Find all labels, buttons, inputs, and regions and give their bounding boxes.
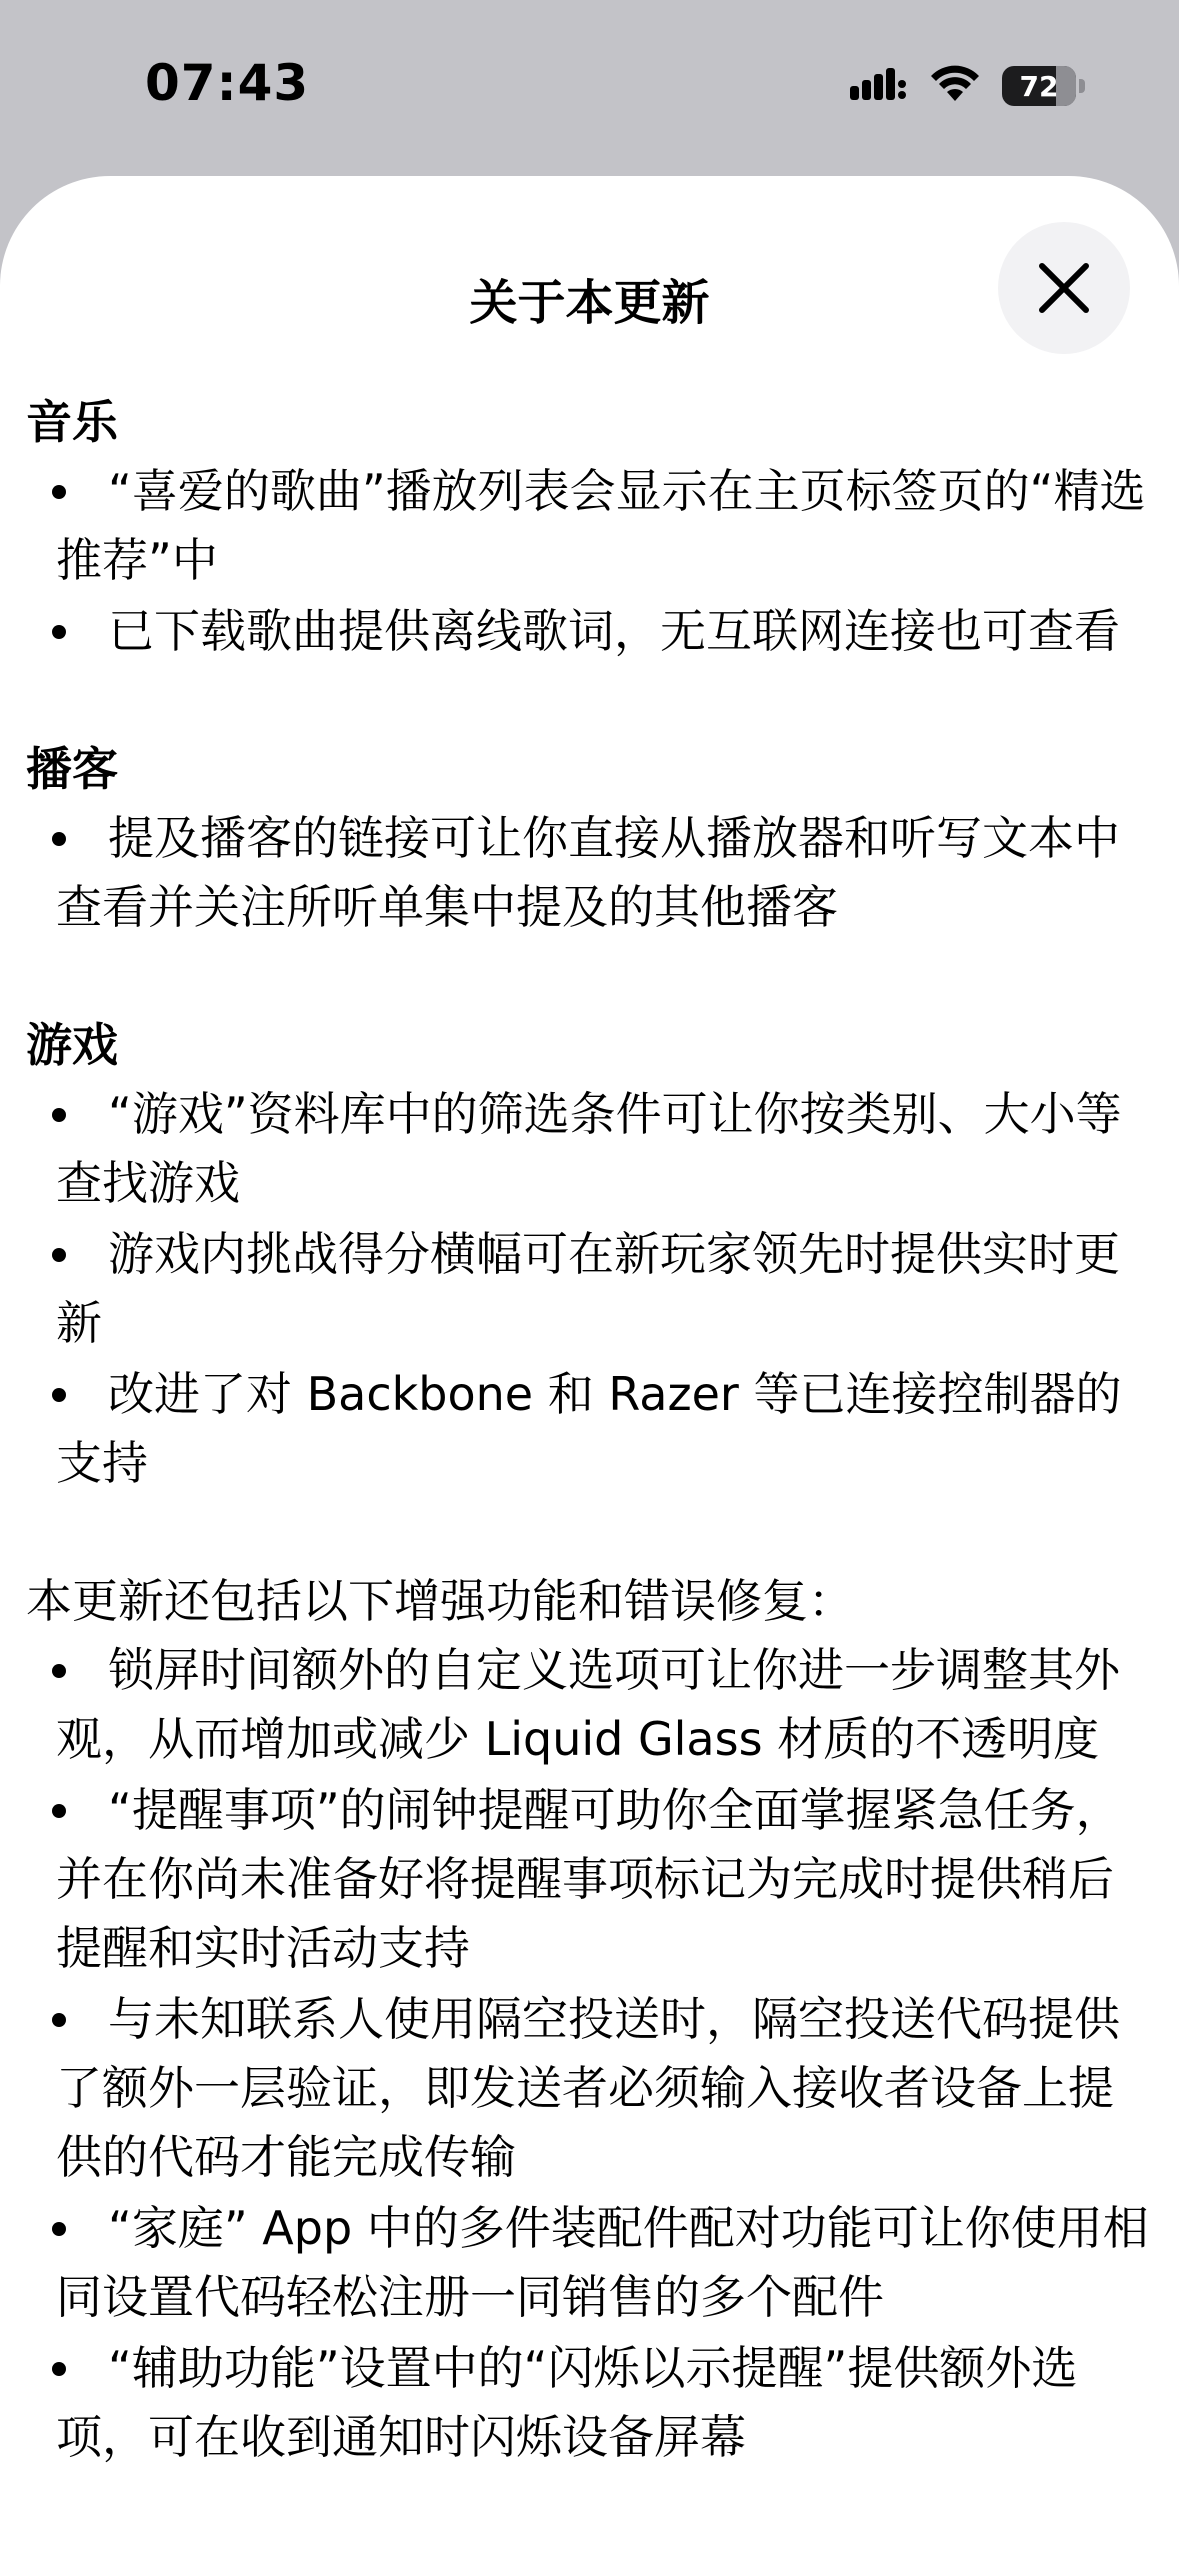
update-notes-sheet [0,176,1179,2556]
list-item: “游戏”资料库中的筛选条件可让你按类别、大小等查找游戏 [26,1080,1156,1218]
list-item: 提及播客的链接可让你直接从播放器和听写文本中查看并关注所听单集中提及的其他播客 [26,804,1156,942]
bullet-list [26,1636,1156,2472]
bullet-list [26,804,1156,942]
section-music [26,388,1156,666]
battery-icon [1002,66,1076,106]
status-time: 07:43 [145,54,310,112]
list-item: “家庭” App 中的多件装配件配对功能可让你使用相同设置代码轻松注册一同销售的多个配件 [26,2194,1156,2332]
list-item: “喜爱的歌曲”播放列表会显示在主页标签页的“精选推荐”中 [26,457,1156,595]
status-bar [0,0,1179,176]
close-icon [1034,258,1094,318]
wifi-icon [930,65,980,107]
cellular-signal-icon [850,64,908,108]
list-item: “提醒事项”的闹钟提醒可助你全面掌握紧急任务，并在你尚未准备好将提醒事项标记为完成时提供稍后提醒和实时活动支持 [26,1776,1156,1983]
section-heading: 音乐 [26,395,118,449]
section-intro: 本更新还包括以下增强功能和错误修复： [26,1574,854,1628]
battery-level: 72 [1019,69,1059,103]
list-item: 与未知联系人使用隔空投送时，隔空投送代码提供了额外一层验证，即发送者必须输入接收者设备上提供的代码才能完成传输 [26,1985,1156,2192]
release-notes-content [26,388,1156,2541]
list-item: 已下载歌曲提供离线歌词，无互联网连接也可查看 [26,597,1156,666]
section-other-fixes [26,1567,1156,2472]
section-heading: 游戏 [26,1018,118,1072]
close-button[interactable] [998,222,1130,354]
list-item: 游戏内挑战得分横幅可在新玩家领先时提供实时更新 [26,1220,1156,1358]
list-item: 锁屏时间额外的自定义选项可让你进一步调整其外观，从而增加或减少 Liquid Glass 材质的不透明度 [26,1636,1156,1774]
status-icons [850,64,1085,108]
list-item: “辅助功能”设置中的“闪烁以示提醒”提供额外选项，可在收到通知时闪烁设备屏幕 [26,2334,1156,2472]
bullet-list [26,457,1156,666]
section-heading: 播客 [26,742,118,796]
section-games [26,1011,1156,1498]
list-item: 改进了对 Backbone 和 Razer 等已连接控制器的支持 [26,1360,1156,1498]
sheet-title: 关于本更新 [469,275,710,331]
bullet-list [26,1080,1156,1498]
section-podcasts [26,735,1156,942]
